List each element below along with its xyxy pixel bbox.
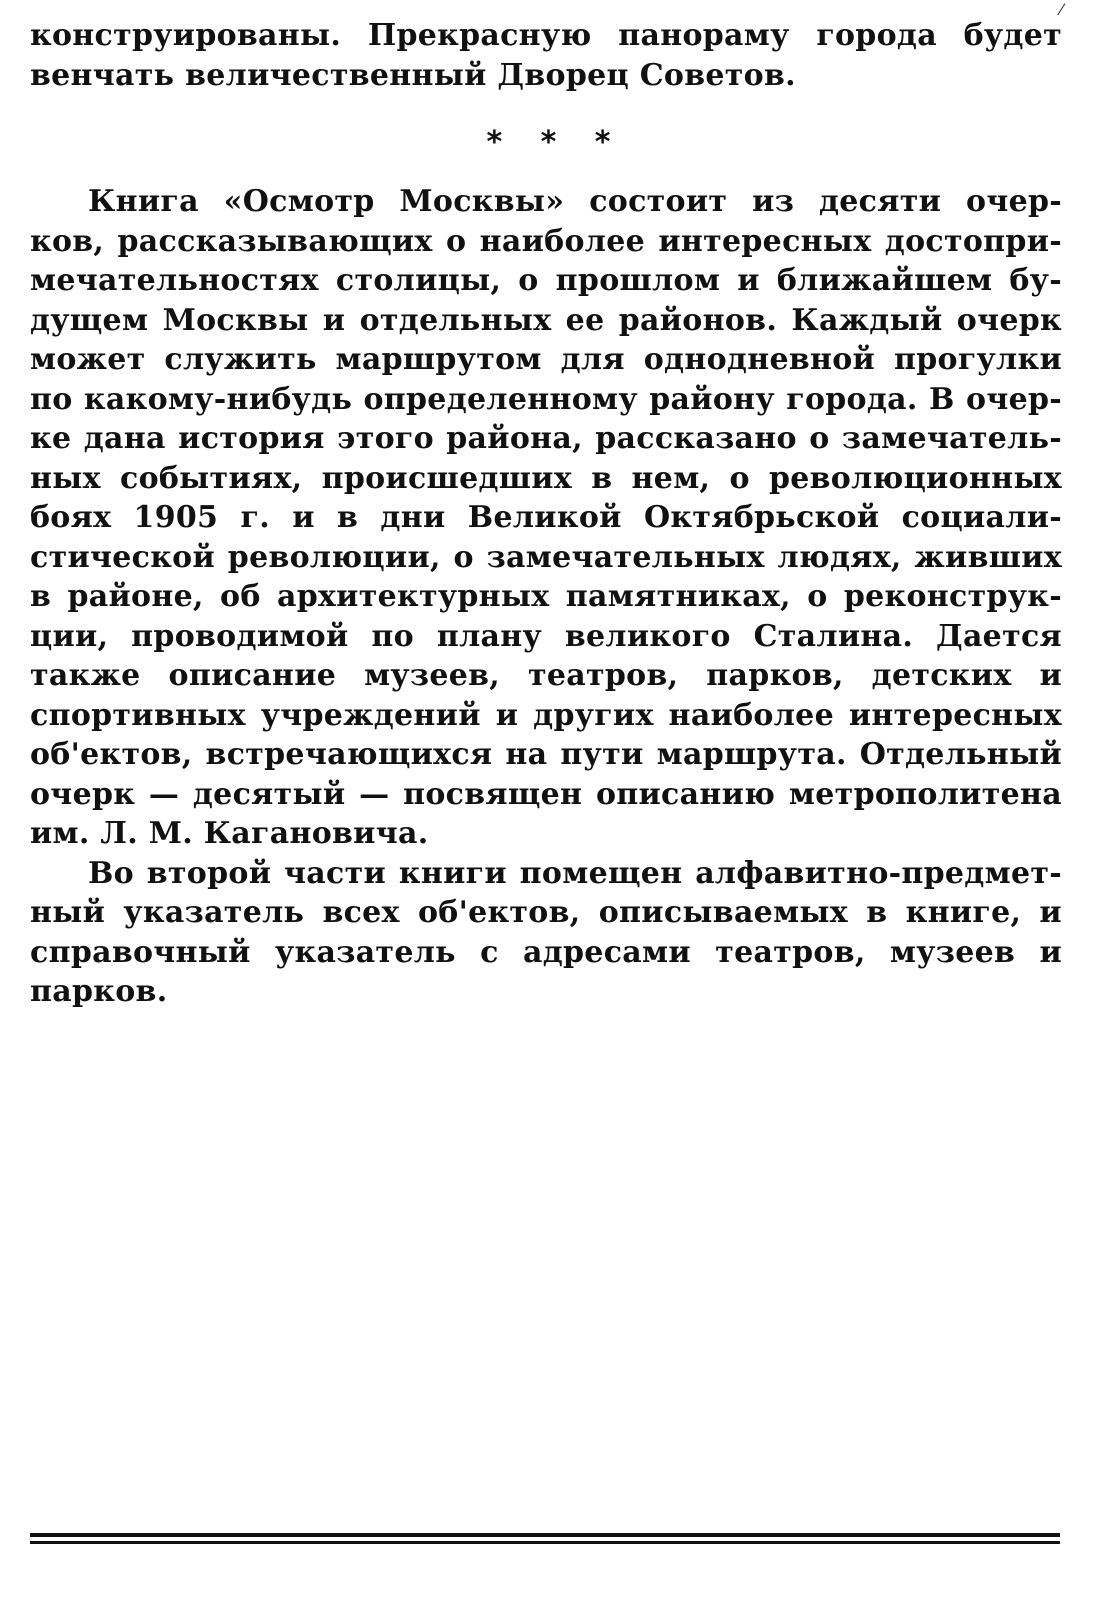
text-line: ции, проводимой по плану великого Сталина. Дается <box>30 618 1062 654</box>
corner-scan-mark: ⁄ <box>1060 0 1063 19</box>
text-line: парков. <box>30 974 168 1009</box>
paragraph-1 <box>30 182 1062 854</box>
bottom-rule-thin <box>30 1541 1060 1544</box>
text-line: Книга «Осмотр Москвы» состоит из десяти очер- <box>88 184 1062 219</box>
text-line: конструированы. Прекрасную панораму города будет <box>30 18 1062 53</box>
text-line: дущем Москвы и отдельных ее районов. Каждый очерк <box>30 302 1062 338</box>
text-line: венчать величественный Дворец Советов. <box>30 57 796 93</box>
text-line: боях 1905 г. и в дни Великой Октябрьской социали- <box>30 500 1062 535</box>
text-line: мечательностях столицы, о прошлом и ближайшем бу- <box>30 263 1062 298</box>
text-line: очерк — десятый — посвящен описанию метрополитена <box>30 776 1062 812</box>
text-line: по какому-нибудь определенному району города. В очер- <box>30 381 1062 417</box>
text-line: также описание музеев, театров, парков, детских и <box>30 658 1062 693</box>
text-line: Во второй части книги помещен алфавитно-предмет- <box>88 855 1062 891</box>
text-line: справочный указатель с адресами театров, музеев и <box>30 934 1062 970</box>
text-line: ков, рассказывающих о наиболее интересных достопри- <box>30 223 1062 259</box>
bottom-rule-thick <box>30 1533 1060 1537</box>
text-line: стической революции, о замечательных людях, живших <box>30 539 1062 575</box>
text-line: может служить маршрутом для однодневной прогулки <box>30 342 1062 377</box>
text-line: ке дана история этого района, рассказано о замечатель- <box>30 421 1062 456</box>
text-line: ный указатель всех об'ектов, описываемых в книге, и <box>30 895 1062 930</box>
text-line: в районе, об архитектурных памятниках, о реконструк- <box>30 579 1062 614</box>
text-line: им. Л. М. Кагановича. <box>30 816 429 851</box>
main-text <box>30 182 1062 1012</box>
section-separator: * * * <box>486 125 625 160</box>
paragraph-2 <box>30 854 1062 1012</box>
text-line: спортивных учреждений и других наиболее интересных <box>30 697 1062 733</box>
top-paragraph <box>30 16 1062 95</box>
text-line: об'ектов, встречающихся на пути маршрута. Отдельный <box>30 737 1062 772</box>
text-line: ных событиях, происшедших в нем, о революционных <box>30 460 1062 496</box>
